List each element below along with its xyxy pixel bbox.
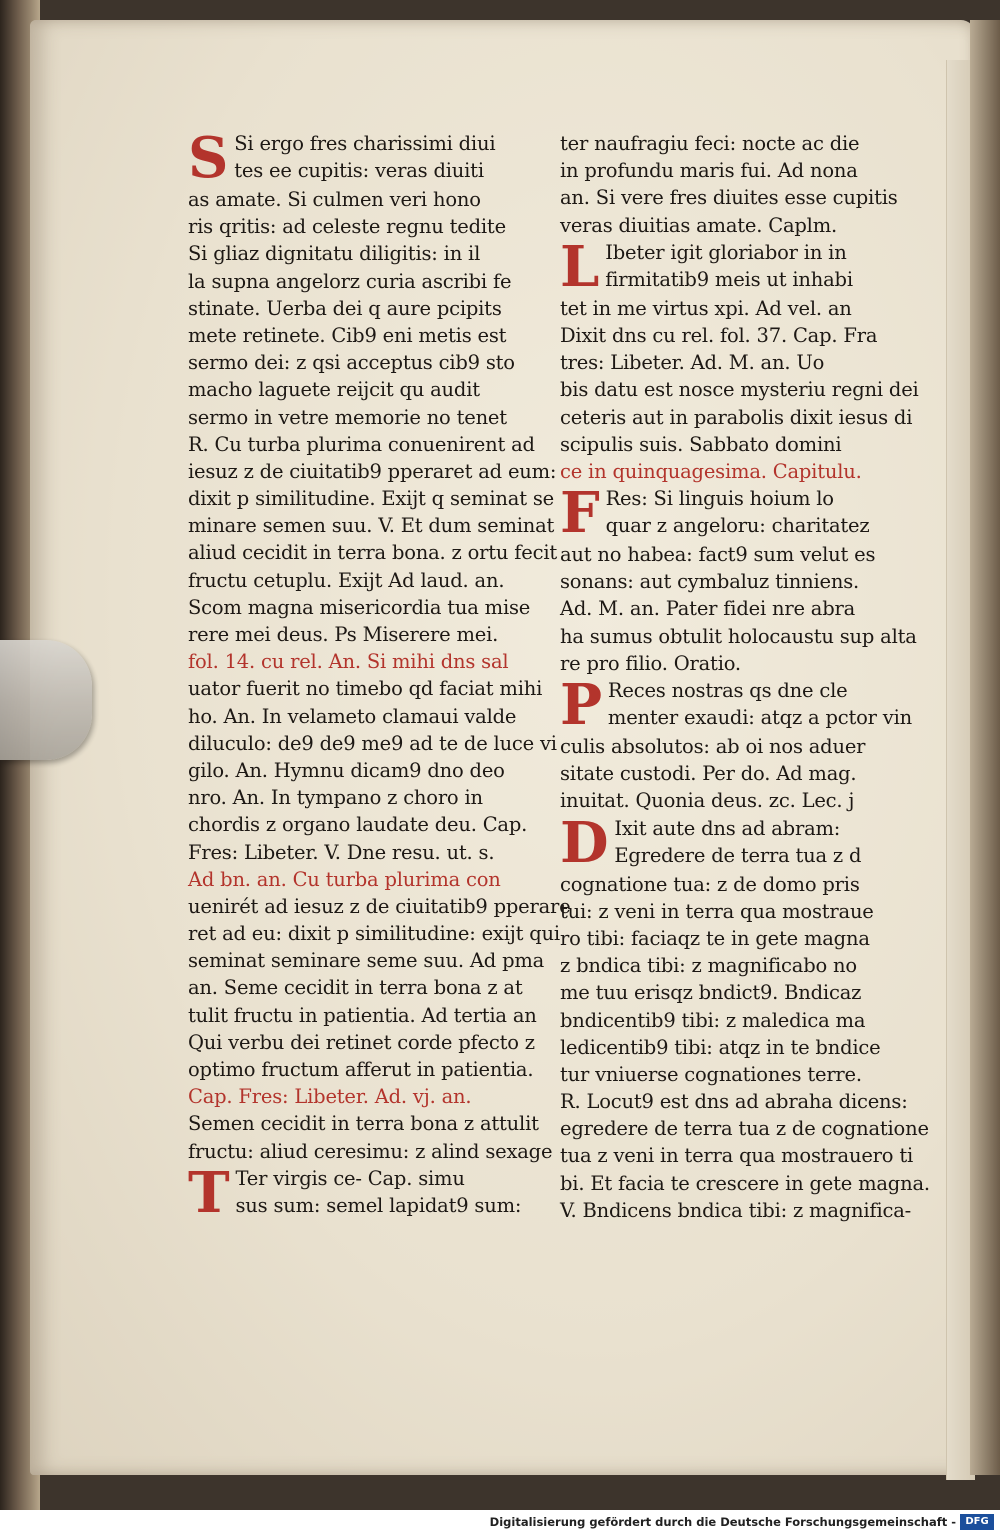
text-line: Ad. M. an. Pater fidei nre abra xyxy=(560,597,856,621)
footer-bar xyxy=(0,1510,1000,1535)
text-line: uenirét ad iesuz z de ciuitatib9 pperare xyxy=(188,894,571,918)
text-line: ris qritis: ad celeste regnu tedite xyxy=(188,215,506,239)
text-line: aliud cecidit in terra bona. z ortu fecit xyxy=(188,541,558,565)
text-line: bndicentib9 tibi: z maledica ma xyxy=(560,1008,866,1032)
initial-d: D xyxy=(560,809,609,876)
text-line: mete retinete. Cib9 eni metis est xyxy=(188,323,507,347)
initial-t: T xyxy=(188,1159,230,1226)
text-line: an. Seme cecidit in terra bona z at xyxy=(188,976,523,1000)
text-line: ret ad eu: dixit p similitudine: exijt qui xyxy=(188,922,560,946)
text-line: ceteris aut in parabolis dixit iesus di xyxy=(560,405,913,429)
text-line: dixit p similitudine. Exijt q seminat se xyxy=(188,487,554,511)
text-line: R. Locut9 est dns ad abraha dicens: xyxy=(560,1090,908,1114)
text-line: gilo. An. Hymnu dicam9 dno deo xyxy=(188,758,505,782)
text-line: sonans: aut cymbaluz tinniens. xyxy=(560,570,860,594)
text-line: inuitat. Quonia deus. zc. Lec. j xyxy=(560,789,855,813)
text-line: sermo in vetre memorie no tenet xyxy=(188,405,507,429)
text-line: Si gliaz dignitatu diligitis: in il xyxy=(188,242,481,266)
text-line: culis absolutos: ab oi nos aduer xyxy=(560,735,866,758)
text-line: sitate custodi. Per do. Ad mag. xyxy=(560,762,857,786)
text-line: tua z veni in terra qua mostrauero ti xyxy=(560,1144,913,1168)
text-line: me tuu erisqz bndict9. Bndicaz xyxy=(560,981,862,1005)
right-text-column xyxy=(560,130,932,1224)
text-line: re pro filio. Oratio. xyxy=(560,651,741,675)
text-line: Ibeter igit gloriabor in in xyxy=(605,240,847,264)
text-line: V. Bndicens bndica tibi: z magnifica- xyxy=(560,1198,912,1222)
text-line: fructu: aliud ceresimu: z alind sexage xyxy=(188,1139,553,1163)
text-line: macho laguete reijcit qu audit xyxy=(188,378,480,402)
text-line: ro tibi: faciaqz te in gete magna xyxy=(560,926,870,950)
text-line: seminat seminare seme suu. Ad pma xyxy=(188,949,545,973)
text-line: stinate. Uerba dei q aure pcipits xyxy=(188,296,502,320)
text-line: la supna angelorz curia ascribi fe xyxy=(188,269,512,293)
book-clasp xyxy=(0,640,92,760)
text-line: diluculo: de9 de9 me9 ad te de luce vi xyxy=(188,731,557,755)
text-line: Semen cecidit in terra bona z attulit xyxy=(188,1112,539,1136)
text-line: bi. Et facia te crescere in gete magna. xyxy=(560,1171,930,1195)
text-line: ter naufragiu feci: nocte ac die xyxy=(560,132,860,155)
text-line: Si ergo fres charissimi diui xyxy=(234,132,496,155)
text-line: rere mei deus. Ps Miserere mei. xyxy=(188,623,499,646)
text-line: chordis z organo laudate deu. Cap. xyxy=(188,813,528,837)
text-line: bis datu est nosce mysteriu regni dei xyxy=(560,378,919,402)
text-line: Egredere de terra tua z d xyxy=(614,843,862,867)
page-stack-edge xyxy=(970,20,1000,1475)
text-line: Qui verbu dei retinet corde pfecto z xyxy=(188,1030,535,1054)
text-line: as amate. Si culmen veri hono xyxy=(188,188,481,211)
text-line: quar z angeloru: charitatez xyxy=(605,514,870,538)
text-line: Ixit aute dns ad abram: xyxy=(614,816,841,840)
text-line-rubric: Ad bn. an. Cu turba plurima con xyxy=(188,867,501,891)
text-line: tres: Libeter. Ad. M. an. Uo xyxy=(560,351,825,375)
text-line: an. Si vere fres diuites esse cupitis xyxy=(560,186,898,210)
text-line: fructu cetuplu. Exijt Ad laud. an. xyxy=(188,568,505,592)
text-line: egredere de terra tua z de cognatione xyxy=(560,1117,929,1141)
text-line: firmitatib9 meis ut inhabi xyxy=(605,267,853,291)
text-line: sermo dei: z qsi acceptus cib9 sto xyxy=(188,351,515,375)
text-line: minare semen suu. V. Et dum seminat xyxy=(188,514,555,538)
text-line: tur vniuerse cognationes terre. xyxy=(560,1062,862,1086)
text-line: scipulis suis. Sabbato domini xyxy=(560,432,842,456)
text-line: optimo fructum afferut in patientia. xyxy=(188,1058,534,1081)
text-line: tulit fructu in patientia. Ad tertia an xyxy=(188,1003,537,1027)
text-line: aut no habea: fact9 sum velut es xyxy=(560,543,876,567)
text-line: tes ee cupitis: veras diuiti xyxy=(234,159,484,183)
initial-s: S xyxy=(188,125,229,191)
text-line: uator fuerit no timebo qd faciat mihi xyxy=(188,677,543,701)
text-line-rubric: ce in quinquagesima. Capitulu. xyxy=(560,459,862,483)
text-line: Scom magna misericordia tua mise xyxy=(188,595,531,619)
initial-l: L xyxy=(560,233,600,300)
text-line: R. Cu turba plurima conuenirent ad xyxy=(188,432,535,456)
text-line: sus sum: semel lapidat9 sum: xyxy=(235,1193,522,1217)
text-line: nro. An. In tympano z choro in xyxy=(188,786,483,810)
text-line-rubric: Cap. Fres: Libeter. Ad. vj. an. xyxy=(188,1085,472,1109)
text-line: ho. An. In velameto clamaui valde xyxy=(188,704,517,728)
text-line: veras diuitias amate. Caplm. xyxy=(560,213,837,237)
funding-notice: Digitalisierung gefördert durch die Deutsche Forschungsgemeinschaft - xyxy=(489,1515,956,1529)
text-line: tet in me virtus xpi. Ad vel. an xyxy=(560,296,852,320)
text-line: iesuz z de ciuitatib9 pperaret ad eum: xyxy=(188,459,557,483)
text-line: Reces nostras qs dne cle xyxy=(607,679,848,702)
text-line: in profundu maris fui. Ad nona xyxy=(560,159,858,183)
text-line: Fres: Libeter. V. Dne resu. ut. s. xyxy=(188,840,495,864)
text-line-rubric: fol. 14. cu rel. An. Si mihi dns sal xyxy=(188,650,509,674)
text-line: Dixit dns cu rel. fol. 37. Cap. Fra xyxy=(560,323,878,347)
text-line: z bndica tibi: z magnificabo no xyxy=(560,954,857,978)
left-text-column xyxy=(188,125,571,1226)
dfg-logo[interactable]: DFG xyxy=(960,1514,994,1530)
text-line: cognatione tua: z de domo pris xyxy=(560,872,860,896)
initial-p: P xyxy=(560,672,602,738)
text-line: ha sumus obtulit holocaustu sup alta xyxy=(560,624,917,648)
text-line: ledicentib9 tibi: atqz in te bndice xyxy=(560,1035,881,1059)
text-line: tui: z veni in terra qua mostraue xyxy=(560,899,874,923)
text-line: Res: Si linguis hoium lo xyxy=(605,487,834,511)
initial-f: F xyxy=(560,480,600,547)
text-line: menter exaudi: atqz a pctor vin xyxy=(607,706,912,730)
text-line: Ter virgis ce- Cap. simu xyxy=(235,1166,465,1190)
